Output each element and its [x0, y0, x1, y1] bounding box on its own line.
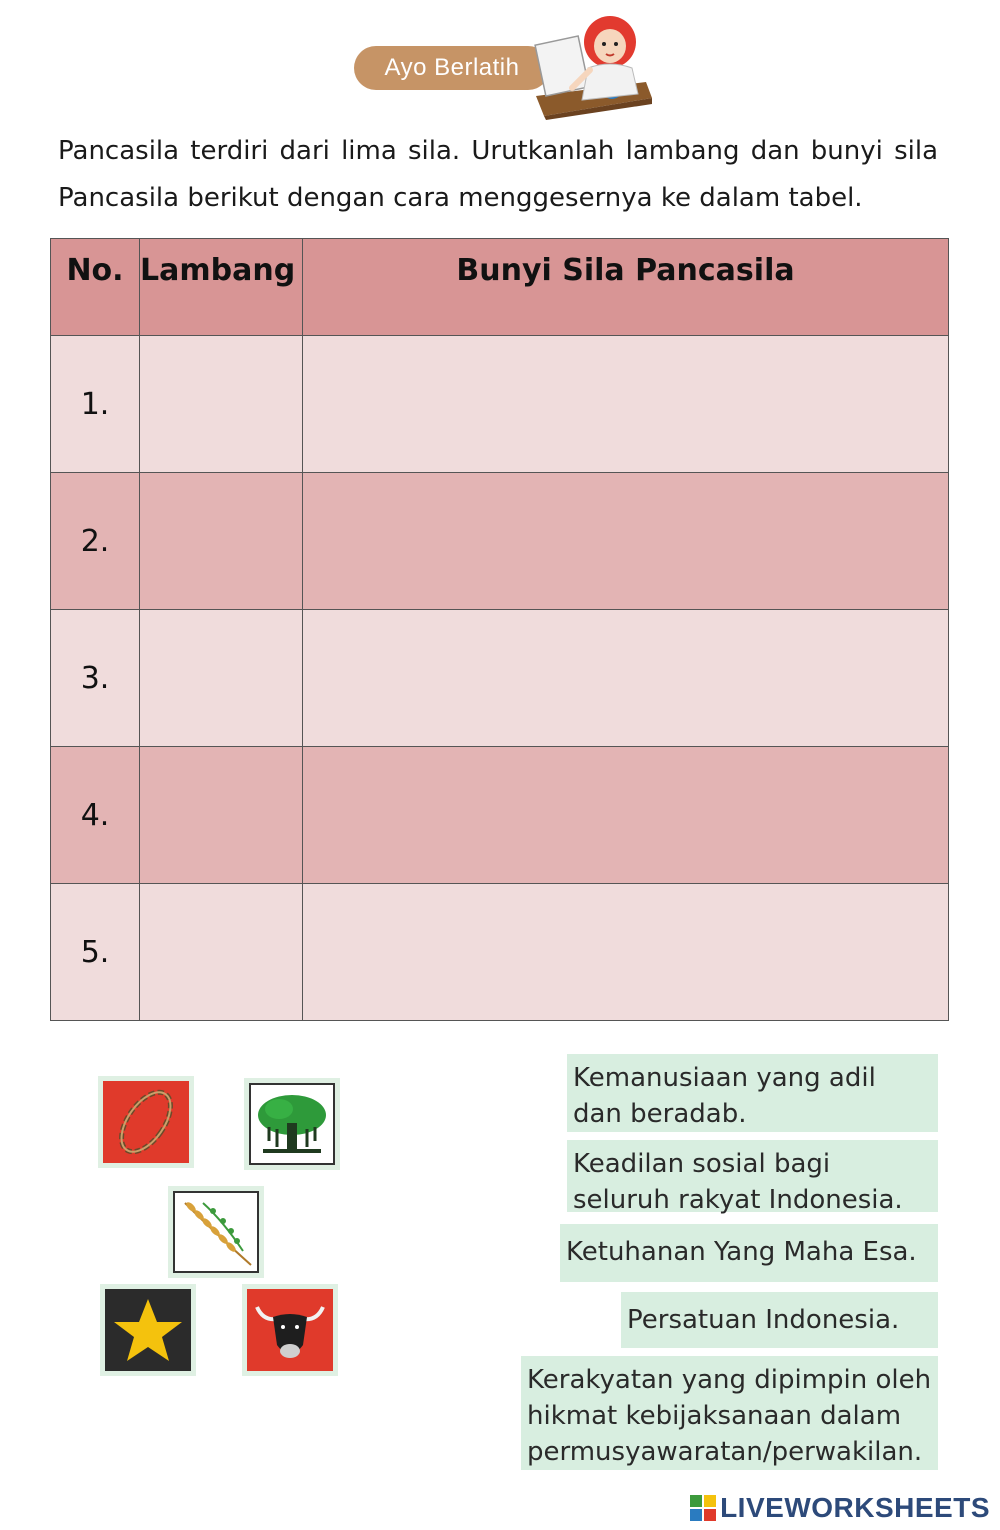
- star-symbol-tile[interactable]: [100, 1284, 196, 1376]
- bunyi-drop-zone[interactable]: [303, 610, 949, 747]
- sila-card[interactable]: Kerakyatan yang dipimpin oleh hikmat kebijaksanaan dalam permusyawaratan/perwakilan.: [521, 1356, 938, 1470]
- chain-icon: [103, 1081, 189, 1163]
- banyan-tree-icon: [249, 1083, 335, 1165]
- bull-symbol-tile[interactable]: [242, 1284, 338, 1376]
- table-row: [51, 336, 949, 473]
- table-row: [51, 884, 949, 1021]
- ayo-berlatih-badge: Ayo Berlatih: [354, 46, 550, 90]
- lambang-drop-zone[interactable]: [140, 747, 303, 884]
- brand-text: LIVEWORKSHEETS: [720, 1492, 990, 1523]
- lambang-drop-zone[interactable]: [140, 473, 303, 610]
- sila-card[interactable]: Persatuan Indonesia.: [621, 1292, 938, 1348]
- sila-card[interactable]: Ketuhanan Yang Maha Esa.: [560, 1224, 938, 1282]
- lambang-drop-zone[interactable]: [140, 336, 303, 473]
- chain-symbol-tile[interactable]: [98, 1076, 194, 1168]
- bunyi-drop-zone[interactable]: [303, 336, 949, 473]
- row-number: 2.: [51, 473, 140, 610]
- rice-cotton-icon: [173, 1191, 259, 1273]
- bull-head-icon: [247, 1289, 333, 1371]
- header-lambang: Lambang: [140, 239, 303, 336]
- table-row: [51, 473, 949, 610]
- section-header: [350, 12, 650, 120]
- banyan-symbol-tile[interactable]: [244, 1078, 340, 1170]
- bunyi-drop-zone[interactable]: [303, 747, 949, 884]
- star-icon: [105, 1289, 191, 1371]
- row-number: 5.: [51, 884, 140, 1021]
- bunyi-drop-zone[interactable]: [303, 473, 949, 610]
- lambang-drop-zone[interactable]: [140, 884, 303, 1021]
- instructions-text: Pancasila terdiri dari lima sila. Urutkanlah lambang dan bunyi sila Pancasila berikut dengan cara menggesernya ke dalam tabel.: [58, 136, 938, 213]
- sila-card[interactable]: Kemanusiaan yang adil dan beradab.: [567, 1054, 938, 1132]
- table-row: [51, 610, 949, 747]
- table-header-row: [51, 239, 949, 336]
- row-number: 4.: [51, 747, 140, 884]
- student-illustration: [528, 12, 652, 120]
- table-row: [51, 747, 949, 884]
- lambang-drop-zone[interactable]: [140, 610, 303, 747]
- row-number: 3.: [51, 610, 140, 747]
- rice-cotton-symbol-tile[interactable]: [168, 1186, 264, 1278]
- header-bunyi: Bunyi Sila Pancasila: [303, 239, 949, 336]
- header-no: No.: [51, 239, 140, 336]
- answer-table: [50, 238, 949, 1021]
- liveworksheets-icon: [690, 1495, 716, 1521]
- bunyi-drop-zone[interactable]: [303, 884, 949, 1021]
- liveworksheets-logo: [690, 1492, 990, 1524]
- row-number: 1.: [51, 336, 140, 473]
- sila-card[interactable]: Keadilan sosial bagi seluruh rakyat Indonesia.: [567, 1140, 938, 1212]
